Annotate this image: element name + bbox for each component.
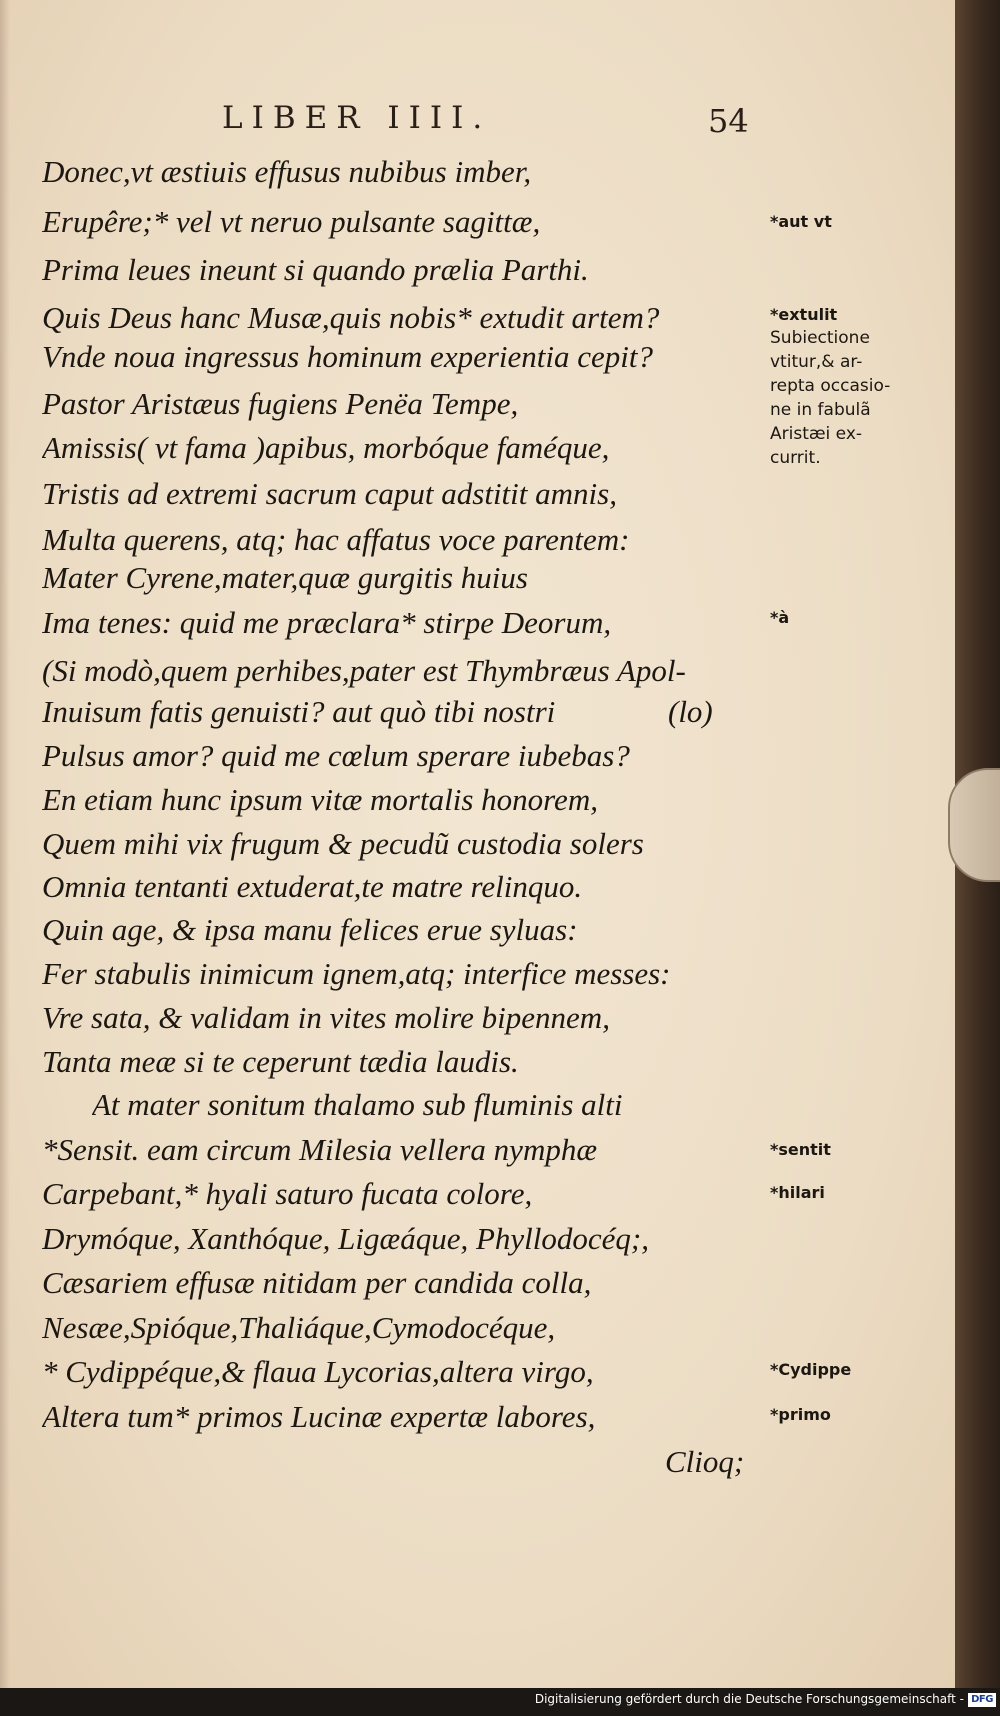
margin-note: *extulit [770, 305, 838, 324]
verse-continuation: (lo) [668, 694, 713, 729]
page-clasp [948, 768, 1000, 882]
verse-line: Tanta meæ si te ceperunt tædia laudis. [42, 1044, 519, 1079]
verse-line: (Si modò,quem perhibes,pater est Thymbræus Apol- [42, 653, 686, 688]
verse-line: Pulsus amor? quid me cœlum sperare iubebas? [42, 738, 630, 773]
verse-line: *Sensit. eam circum Milesia vellera nymphæ [42, 1132, 598, 1167]
margin-note: currit. [770, 448, 821, 468]
verse-line: Drymóque, Xanthóque, Ligæáque, Phyllodocéq;, [42, 1221, 649, 1256]
verse-line: Vre sata, & validam in vites molire bipennem, [42, 1000, 610, 1035]
verse-line: At mater sonitum thalamo sub fluminis alti [92, 1087, 623, 1122]
margin-note: ne in fabulã [770, 400, 871, 420]
page-left-edge [0, 0, 10, 1688]
verse-line: En etiam hunc ipsum vitæ mortalis honorem, [42, 782, 598, 817]
verse-line: Altera tum* primos Lucinæ expertæ labores, [42, 1399, 596, 1434]
verse-line: Donec,vt æstiuis effusus nubibus imber, [42, 154, 532, 189]
page-number: 54 [708, 102, 749, 140]
running-head: LIBER IIII. [222, 100, 492, 136]
verse-line: Tristis ad extremi sacrum caput adstitit amnis, [42, 476, 617, 511]
margin-note: repta occasio- [770, 376, 891, 396]
verse-line: Multa querens, atq; hac affatus voce parentem: [42, 522, 630, 557]
margin-note: *primo [770, 1405, 831, 1424]
dfg-logo: DFG [968, 1693, 996, 1707]
verse-line: Quem mihi vix frugum & pecudũ custodia solers [42, 826, 644, 861]
verse-line: Carpebant,* hyali saturo fucata colore, [42, 1176, 533, 1211]
margin-note: Aristæi ex- [770, 424, 863, 444]
verse-line: Inuisum fatis genuisti? aut quò tibi nostri [42, 694, 556, 729]
verse-line: Amissis( vt fama )apibus, morbóque faméque, [42, 430, 610, 465]
verse-line: Fer stabulis inimicum ignem,atq; interfice messes: [42, 956, 671, 991]
verse-line: Ima tenes: quid me præclara* stirpe Deorum, [42, 605, 612, 640]
catchword: Clioq; [665, 1444, 745, 1479]
verse-line: * Cydippéque,& flaua Lycorias,altera virgo, [42, 1354, 594, 1389]
verse-line: Vnde noua ingressus hominum experientia cepit? [42, 339, 653, 374]
margin-note: Subiectione [770, 328, 870, 348]
margin-note: *Cydippe [770, 1360, 852, 1379]
verse-line: Erupêre;* vel vt neruo pulsante sagittæ, [42, 204, 541, 239]
margin-note: *à [770, 608, 790, 627]
verse-line: Cæsariem effusæ nitidam per candida colla, [42, 1265, 592, 1300]
verse-line: Quin age, & ipsa manu felices erue syluas: [42, 912, 578, 947]
margin-note: *sentit [770, 1140, 831, 1159]
verse-line: Mater Cyrene,mater,quæ gurgitis huius [42, 560, 528, 595]
verse-line: Nesæe,Spióque,Thaliáque,Cymodocéque, [42, 1310, 556, 1345]
verse-line: Quis Deus hanc Musæ,quis nobis* extudit artem? [42, 300, 660, 335]
verse-line: Prima leues ineunt si quando prælia Parthi. [42, 252, 589, 287]
verse-line: Pastor Aristæus fugiens Penëa Tempe, [42, 386, 519, 421]
margin-note: vtitur,& ar- [770, 352, 863, 372]
verse-line: Omnia tentanti extuderat,te matre relinquo. [42, 869, 583, 904]
digitization-credit: Digitalisierung gefördert durch die Deutsche Forschungsgemeinschaft - [534, 1692, 964, 1706]
margin-note: *aut vt [770, 212, 832, 231]
margin-note: *hilari [770, 1183, 825, 1202]
